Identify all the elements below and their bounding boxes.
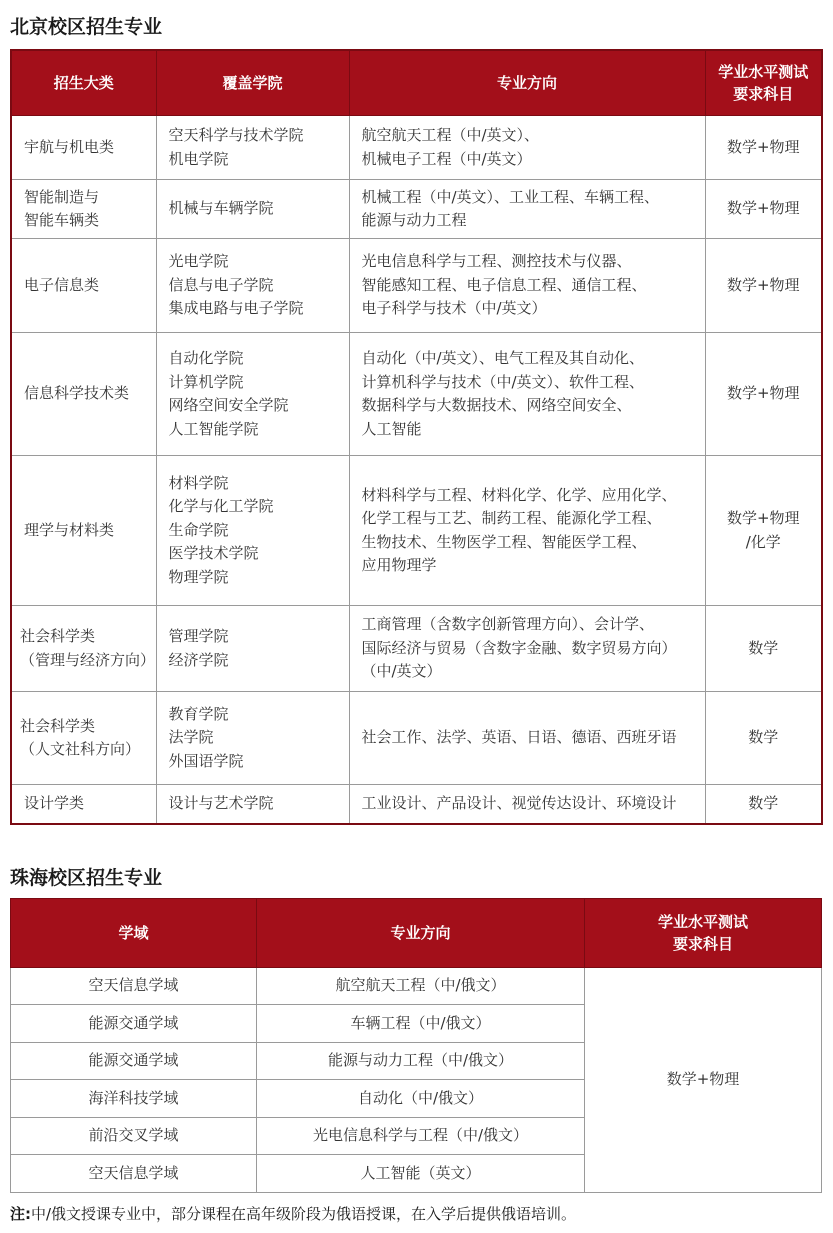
colleges-cell: 设计与艺术学院: [156, 785, 349, 824]
colleges-cell: 材料学院 化学与化工学院 生命学院 医学技术学院 物理学院: [156, 456, 349, 606]
category-cell: 信息科学技术类: [11, 333, 156, 456]
table-row: [11, 180, 822, 239]
table-row: [11, 692, 822, 785]
footnote-prefix: 注:: [10, 1205, 31, 1223]
category-cell: 宇航与机电类: [11, 116, 156, 180]
category-cell: 理学与材料类: [11, 456, 156, 606]
category-cell: 智能制造与 智能车辆类: [11, 180, 156, 239]
domain-cell: 前沿交叉学域: [11, 1118, 257, 1155]
header-subjects: 学业水平测试 要求科目: [705, 50, 822, 116]
major-cell: 自动化（中/俄文）: [257, 1080, 585, 1118]
zhuhai-majors-table: [10, 898, 822, 1193]
footnote: [10, 1201, 576, 1227]
domain-cell: 空天信息学域: [11, 1155, 257, 1193]
colleges-cell: 空天科学与技术学院 机电学院: [156, 116, 349, 180]
table-row: [11, 239, 822, 333]
major-cell: 能源与动力工程（中/俄文）: [257, 1043, 585, 1080]
zhuhai-section-title: 珠海校区招生专业: [10, 867, 163, 889]
subjects-cell: 数学+物理: [705, 333, 822, 456]
subjects-cell: 数学+物理: [705, 116, 822, 180]
footnote-text: 中/俄文授课专业中，部分课程在高年级阶段为俄语授课，在入学后提供俄语培训。: [31, 1205, 577, 1223]
header-subjects: 学业水平测试 要求科目: [585, 899, 822, 968]
major-cell: 人工智能（英文）: [257, 1155, 585, 1193]
header-majors: 专业方向: [257, 899, 585, 968]
table-header-row: [11, 899, 822, 968]
subjects-cell: 数学: [705, 785, 822, 824]
colleges-cell: 机械与车辆学院: [156, 180, 349, 239]
colleges-cell: 光电学院 信息与电子学院 集成电路与电子学院: [156, 239, 349, 333]
colleges-cell: 管理学院 经济学院: [156, 606, 349, 692]
beijing-majors-table: [10, 49, 823, 825]
table-row: [11, 116, 822, 180]
beijing-section-title: 北京校区招生专业: [10, 16, 163, 38]
majors-cell: 社会工作、法学、英语、日语、德语、西班牙语: [349, 692, 705, 785]
domain-cell: 能源交通学域: [11, 1043, 257, 1080]
subjects-cell: 数学+物理: [705, 180, 822, 239]
category-cell: 社会科学类 （人文社科方向）: [11, 692, 156, 785]
table-row: [11, 333, 822, 456]
header-majors: 专业方向: [349, 50, 705, 116]
majors-cell: 机械工程（中/英文）、工业工程、车辆工程、 能源与动力工程: [349, 180, 705, 239]
colleges-cell: 自动化学院 计算机学院 网络空间安全学院 人工智能学院: [156, 333, 349, 456]
majors-cell: 材料科学与工程、材料化学、化学、应用化学、 化学工程与工艺、制药工程、能源化学工程、 生物技术、生物医学工程、智能医学工程、 应用物理学: [349, 456, 705, 606]
table-header-row: [11, 50, 822, 116]
subjects-cell: 数学+物理: [705, 239, 822, 333]
major-cell: 光电信息科学与工程（中/俄文）: [257, 1118, 585, 1155]
table-row: [11, 606, 822, 692]
majors-cell: 航空航天工程（中/英文）、 机械电子工程（中/英文）: [349, 116, 705, 180]
subjects-cell: 数学+物理 /化学: [705, 456, 822, 606]
category-cell: 设计学类: [11, 785, 156, 824]
table-row: [11, 456, 822, 606]
category-cell: 电子信息类: [11, 239, 156, 333]
major-cell: 车辆工程（中/俄文）: [257, 1005, 585, 1043]
category-cell: 社会科学类 （管理与经济方向）: [11, 606, 156, 692]
majors-cell: 自动化（中/英文）、电气工程及其自动化、 计算机科学与技术（中/英文）、软件工程、 数据科学与大数据技术、网络空间安全、 人工智能: [349, 333, 705, 456]
header-domain: 学域: [11, 899, 257, 968]
table-row: [11, 968, 822, 1005]
majors-cell: 工业设计、产品设计、视觉传达设计、环境设计: [349, 785, 705, 824]
subjects-cell: 数学: [705, 606, 822, 692]
domain-cell: 能源交通学域: [11, 1005, 257, 1043]
subjects-cell: 数学: [705, 692, 822, 785]
colleges-cell: 教育学院 法学院 外国语学院: [156, 692, 349, 785]
header-category: 招生大类: [11, 50, 156, 116]
header-colleges: 覆盖学院: [156, 50, 349, 116]
domain-cell: 海洋科技学域: [11, 1080, 257, 1118]
table-row: [11, 785, 822, 824]
majors-cell: 光电信息科学与工程、测控技术与仪器、 智能感知工程、电子信息工程、通信工程、 电子科学与技术（中/英文）: [349, 239, 705, 333]
domain-cell: 空天信息学域: [11, 968, 257, 1005]
subjects-cell: 数学+物理: [585, 968, 822, 1193]
major-cell: 航空航天工程（中/俄文）: [257, 968, 585, 1005]
majors-cell: 工商管理（含数字创新管理方向）、会计学、 国际经济与贸易（含数字金融、数字贸易方向） （中/英文）: [349, 606, 705, 692]
